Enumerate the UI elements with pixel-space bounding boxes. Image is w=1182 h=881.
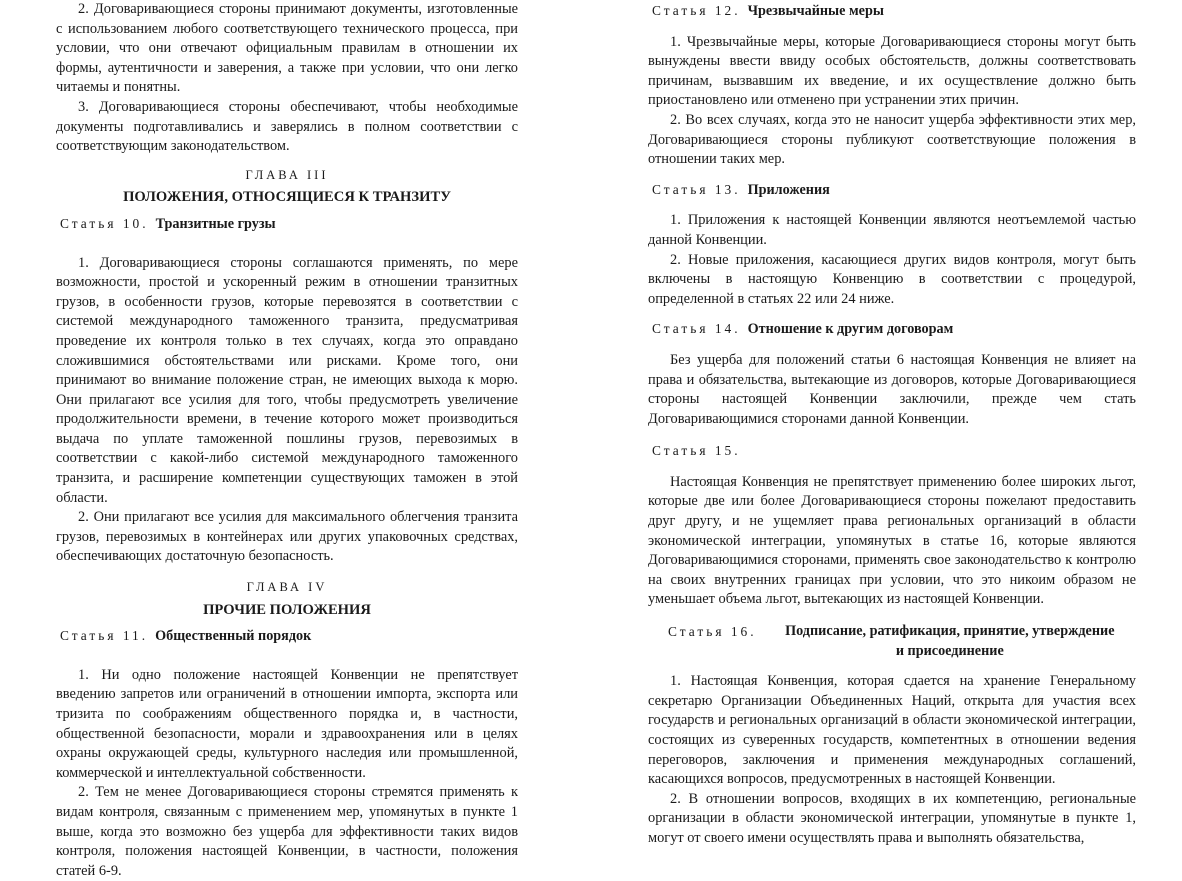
article-heading — [56, 626, 518, 647]
article-heading — [648, 319, 1136, 340]
article-label: Статья 12. — [652, 3, 741, 18]
article-title — [764, 622, 1136, 661]
article-title-line: Подписание, ратификация, принятие, утверждение — [785, 623, 1115, 640]
paragraph: Без ущерба для положений статьи 6 настоящая Конвенция не влияет на права и обязательства, вытекающие из договоров, которые Договаривающиеся стороны настоящей Конвенции заключили, прежде чем стать Договаривающимися сторонами данной Конвенции. — [648, 351, 1136, 427]
paragraph: 2. Во всех случаях, когда это не наносит ущерба эффективности этих мер, Договаривающиеся стороны публикуют соответствующие положения в отношении таких мер. — [648, 111, 1136, 168]
chapter-label: ГЛАВА III — [245, 167, 329, 182]
article-label: Статья 15. — [652, 443, 741, 459]
article-title: Отношение к другим договорам — [747, 321, 954, 338]
article-heading — [648, 1, 1136, 22]
article-title: Транзитные грузы — [155, 215, 276, 232]
paragraph: 1. Приложения к настоящей Конвенции являются неотъемлемой частью данной Конвенции. — [648, 212, 1136, 248]
article-title: Приложения — [747, 181, 830, 198]
left-page — [56, 0, 518, 881]
paragraph: 2. В отношении вопросов, входящих в их компетенцию, региональные организации в области экономической интеграции, упомянутые в пункте 1, могут от своего имени осуществлять права и выполнять обязательства, — [648, 790, 1136, 846]
article-label: Статья 13. — [652, 181, 741, 197]
chapter-title: ПОЛОЖЕНИЯ, ОТНОСЯЩИЕСЯ К ТРАНЗИТУ — [123, 189, 451, 206]
article-heading — [56, 214, 518, 235]
paragraph: 2. Договаривающиеся стороны принимают документы, изготовленные с использованием любого соответствующего технического процесса, при условии, что они отвечают официальным правилам в отношении их формы, аутентичности и заверения, а также при условии, что они легко читаемы и понятны. — [56, 1, 518, 96]
chapter-label: ГЛАВА IV — [246, 580, 328, 595]
paragraph: 1. Чрезвычайные меры, которые Договаривающиеся стороны могут быть вынуждены ввести ввиду особых обстоятельств, должны соответствовать причинам, вызвавшим их введение, и их осуществление должно быть приостановлено или отменено при устранении этих причин. — [648, 33, 1136, 109]
article-label: Статья 16. — [668, 624, 757, 640]
paragraph: 1. Договаривающиеся стороны соглашаются применять, по мере возможности, простой и ускоренный режим в отношении транзитных грузов, в особенности грузов, которые перевозятся в соответствии с системой международного таможенного транзита, предусматривая проведение их контроля только в тех случаях, когда это оправдано сложившимися обстоятельствами или рисками. Кроме того, они принимают во внимание положение стран, не имеющих выхода к морю. Они прилагают все усилия для того, чтобы предусмотреть увеличение продолжительности времени, в течение которого может производиться выдача по уплате таможенной пошлины грузов, перевозимых в соответствии с какой-либо системой международного таможенного транзита, и расширение компетенции существующих таможен в этой области. — [56, 254, 518, 506]
article-title: Общественный порядок — [155, 628, 312, 645]
right-page — [648, 0, 1136, 849]
article-title-line: и присоединение — [895, 642, 1004, 659]
paragraph: 2. Они прилагают все усилия для максимального облегчения транзита грузов, перевозимых в контейнерах или других упаковочных средствах, обеспечивающих достаточную безопасность. — [56, 509, 518, 565]
paragraph: Настоящая Конвенция не препятствует применению более широких льгот, которые две или более Договаривающиеся стороны пожелают предоставить друг другу, и не ущемляет права региональных организаций в области экономической интеграции, упомянутых в статье 16, которые являются Договаривающимися сторонами, применять свое законодательство к контролю на своих внутренних границах при условии, что это никоим образом не уменьшает объема льгот, вытекающих из настоящей Конвенции. — [648, 473, 1136, 608]
article-label: Статья 10. — [60, 215, 149, 231]
article-title: Чрезвычайные меры — [747, 3, 884, 19]
paragraph: 3. Договаривающиеся стороны обеспечивают, чтобы необходимые документы подготавливались и заверялись в полном соответствии с соответствующим законодательством. — [56, 98, 518, 155]
article-label: Статья 14. — [652, 321, 741, 337]
article-heading — [648, 622, 1136, 661]
article-label: Статья 11. — [60, 628, 149, 644]
paragraph: 2. Тем не менее Договаривающиеся стороны стремятся применять к видам контроля, связанным с применением мер, упомянутых в пункте 1 выше, когда это возможно без ущерба для эффективности таких видов контроля, положения настоящей Конвенции, в частности, положения статей 6-9. — [56, 784, 518, 879]
paragraph: 1. Настоящая Конвенция, которая сдается на хранение Генеральному секретарю Организации Объединенных Наций, открыта для участия всех государств и региональных организаций в области экономической интеграции, состоящих из суверенных государств, компетентных в отношении ведения переговоров, заключения и применения международных соглашений, касающихся вопросов, предусмотренных в настоящей Конвенции. — [648, 673, 1136, 788]
paragraph: 1. Ни одно положение настоящей Конвенции не препятствует введению запретов или ограничений в отношении импорта, экспорта или тризита по соображениям общественного порядка и, в частности, общественной безопасности, морали и здравоохранения или в целях охраны окружающей среды, культурного наследия или промышленной, коммерческой и интеллектуальной собственности. — [56, 666, 518, 781]
article-heading — [648, 441, 1136, 462]
paragraph: 2. Новые приложения, касающиеся других видов контроля, могут быть включены в настоящую Конвенцию в соответствии с процедурой, определенной в статьях 22 или 24 ниже. — [648, 251, 1136, 307]
article-heading — [648, 180, 1136, 201]
chapter-title: ПРОЧИЕ ПОЛОЖЕНИЯ — [203, 601, 371, 618]
